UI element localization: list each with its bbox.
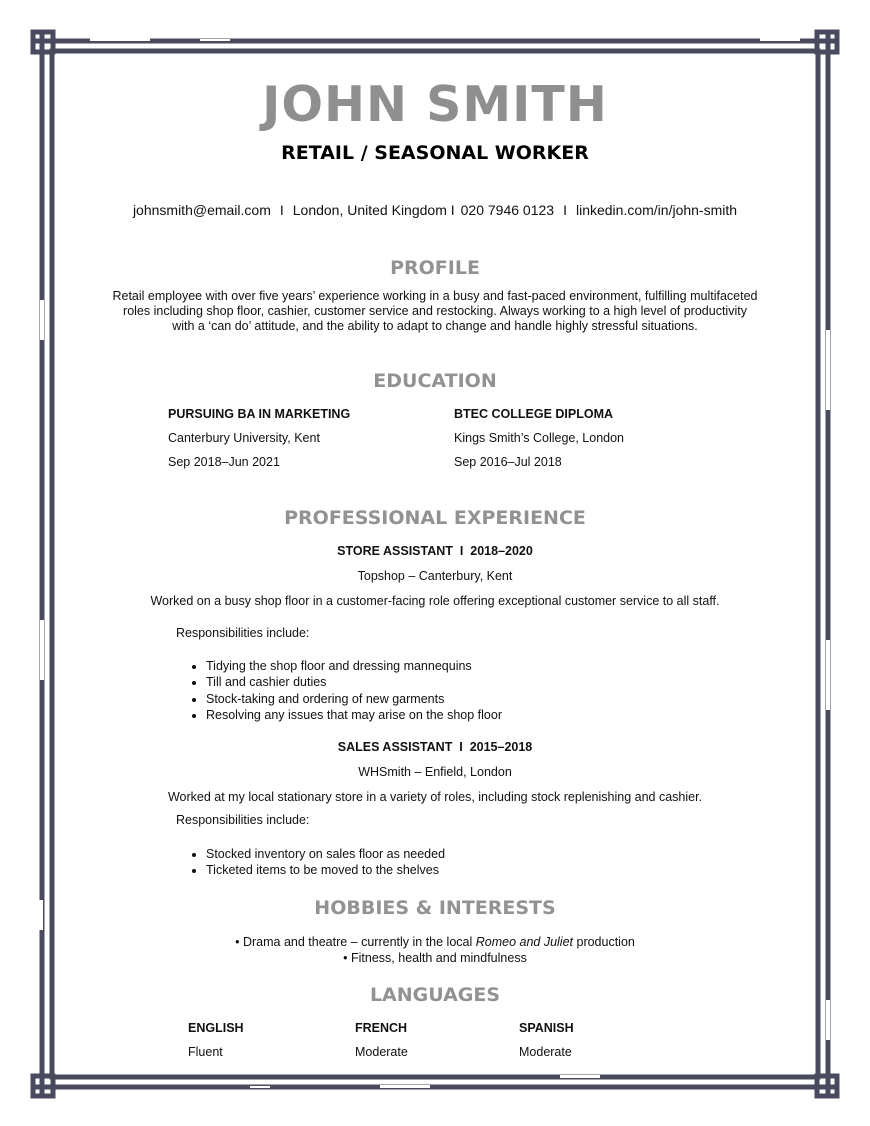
language-level: Moderate bbox=[355, 1045, 408, 1059]
job-summary: Worked on a busy shop floor in a customer-facing role offering exceptional customer service to all staff. bbox=[150, 594, 720, 608]
hobby-production-title: Romeo and Juliet bbox=[475, 935, 574, 949]
profile-line: Retail employee with over five years’ experience working in a busy and fast-paced environment, fulfilling multifaceted bbox=[112, 289, 758, 303]
responsibilities-label: Responsibilities include: bbox=[176, 813, 310, 827]
profile-line: roles including shop floor, cashier, customer service and restocking. Always working to a high level of productivity bbox=[123, 304, 747, 318]
list-item: • Stocked inventory on sales floor as needed bbox=[206, 846, 445, 862]
language-item bbox=[355, 1021, 408, 1059]
list-item: • Stock-taking and ordering of new garments bbox=[206, 691, 502, 707]
job-summary: Worked at my local stationary store in a variety of roles, including stock replenishing and cashier. bbox=[167, 790, 703, 804]
hobbies-heading: HOBBIES & INTERESTS bbox=[314, 897, 556, 919]
contact-separator: I bbox=[279, 202, 284, 218]
education-school: Canterbury University, Kent bbox=[168, 431, 320, 445]
languages-heading: LANGUAGES bbox=[369, 984, 501, 1006]
job-title: RETAIL / SEASONAL WORKER bbox=[281, 142, 589, 164]
language-name: ENGLISH bbox=[188, 1021, 244, 1035]
language-name: SPANISH bbox=[519, 1021, 574, 1035]
job-company: Topshop – Canterbury, Kent bbox=[357, 569, 513, 583]
education-dates: Sep 2018–Jun 2021 bbox=[168, 455, 280, 469]
contact-linkedin[interactable]: linkedin.com/in/john-smith bbox=[575, 202, 738, 218]
education-item bbox=[168, 407, 448, 469]
job-heading: SALES ASSISTANT I 2015–2018 bbox=[337, 740, 533, 754]
hobby-item: • Fitness, health and mindfulness bbox=[343, 951, 527, 965]
profile-line: with a ‘can do’ attitude, and the ability to adapt to change and handle highly stressful situations. bbox=[172, 319, 698, 333]
responsibilities-list bbox=[176, 658, 502, 723]
list-item: • Till and cashier duties bbox=[206, 674, 502, 690]
hobby-text: • Drama and theatre – currently in the local bbox=[235, 935, 476, 949]
responsibilities-label: Responsibilities include: bbox=[176, 626, 310, 640]
language-level: Fluent bbox=[188, 1045, 223, 1059]
list-item: • Ticketed items to be moved to the shelves bbox=[206, 862, 445, 878]
education-school: Kings Smith’s College, London bbox=[454, 431, 625, 445]
language-item bbox=[188, 1021, 244, 1059]
education-dates: Sep 2016–Jul 2018 bbox=[454, 455, 562, 469]
education-item bbox=[454, 407, 734, 469]
list-item: • Resolving any issues that may arise on the shop floor bbox=[206, 707, 502, 723]
language-name: FRENCH bbox=[355, 1021, 408, 1035]
language-level: Moderate bbox=[519, 1045, 572, 1059]
education-degree: BTEC COLLEGE DIPLOMA bbox=[454, 407, 614, 421]
hobby-item bbox=[0, 935, 870, 949]
list-item: • Tidying the shop floor and dressing mannequins bbox=[206, 658, 502, 674]
profile-text bbox=[80, 289, 790, 334]
experience-heading: PROFESSIONAL EXPERIENCE bbox=[284, 507, 586, 529]
contact-email[interactable]: johnsmith@email.com bbox=[132, 202, 271, 218]
job-company: WHSmith – Enfield, London bbox=[358, 765, 512, 779]
contact-location: London, United Kingdom I bbox=[292, 202, 455, 218]
responsibilities-list bbox=[176, 846, 445, 879]
profile-heading: PROFILE bbox=[390, 257, 480, 279]
contact-separator: I bbox=[563, 202, 567, 218]
candidate-name: JOHN SMITH bbox=[262, 76, 608, 133]
hobby-text: production bbox=[573, 935, 635, 949]
contact-line bbox=[0, 202, 870, 218]
education-heading: EDUCATION bbox=[373, 370, 497, 392]
education-degree: PURSUING BA IN MARKETING bbox=[168, 407, 351, 421]
contact-phone: 020 7946 0123 bbox=[460, 202, 555, 218]
language-item bbox=[519, 1021, 574, 1059]
job-heading: STORE ASSISTANT I 2018–2020 bbox=[337, 544, 533, 558]
